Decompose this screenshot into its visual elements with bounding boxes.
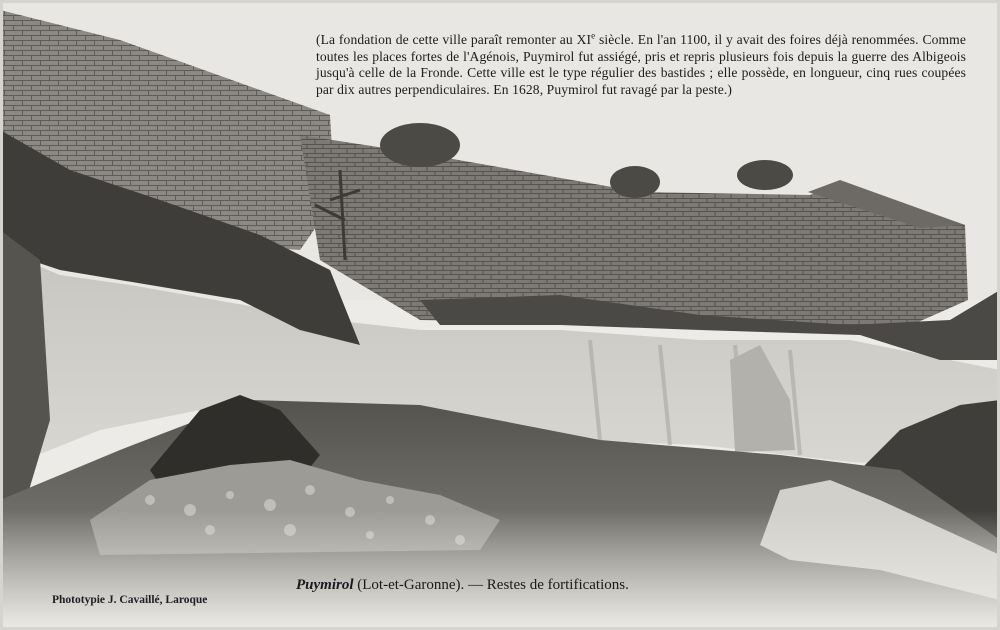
title-region: (Lot-et-Garonne). bbox=[357, 577, 465, 593]
caption-text-before: (La fondation de cette ville paraît remonter au XI bbox=[316, 32, 592, 47]
postcard-title bbox=[296, 577, 629, 594]
historical-caption bbox=[316, 32, 966, 98]
title-separator: — bbox=[468, 577, 484, 593]
caption-superscript: e bbox=[591, 30, 596, 41]
publisher-credit: Phototypie J. Cavaillé, Laroque bbox=[52, 594, 208, 606]
tree-top-right bbox=[737, 160, 793, 190]
title-subject: Restes de fortifications. bbox=[486, 577, 629, 593]
caption-text-after: siècle. En l'an 1100, il y avait des foires déjà renommées. Comme toutes les places fortes de l'Agénois, Puymirol fut assiégé, pris et repris plusieurs fois depuis la guerre des Albigeois jusqu'à celle de la Fronde. Cette ville est le type régulier des bastides ; elle possède, en longueur, cinq rues coupées par dix autres perpendiculaires. En 1628, Puymirol fut ravagé par la peste.) bbox=[316, 32, 966, 97]
tree-top-mid bbox=[610, 166, 660, 198]
title-place: Puymirol bbox=[296, 577, 354, 593]
tree-top-left bbox=[380, 123, 460, 167]
